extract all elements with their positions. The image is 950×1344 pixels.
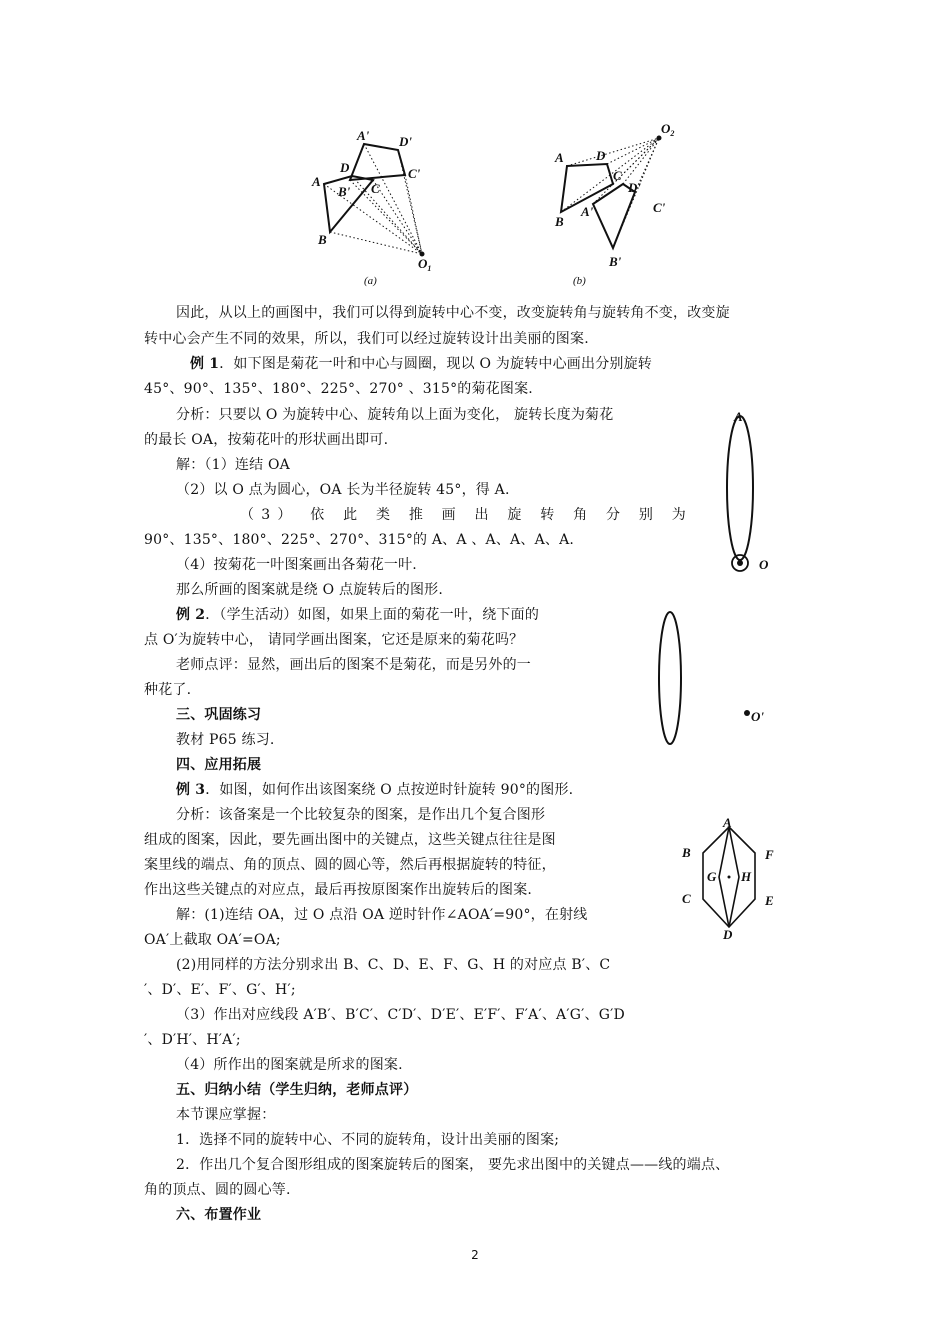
summary-intro: 本节课应掌握： <box>176 1107 276 1123</box>
summary-item-2-line-2: 角的顶点、圆的圆心等. <box>144 1182 291 1198</box>
chrysanthemum-leaf-figure <box>715 405 785 580</box>
solution-3-line-7: （4）所作出的图案就是所求的图案. <box>176 1057 403 1073</box>
solution-1-step-1: 解：（1）连结 OA <box>176 457 290 473</box>
fig-a-label-D-prime: D' <box>399 134 412 149</box>
hex-label-C: C <box>682 891 691 906</box>
hex-label-D: D <box>723 927 733 942</box>
example-2-label: 例 2 <box>176 607 206 623</box>
review-line-1: 老师点评：显然，画出后的图案不是菊花，而是另外的一 <box>176 657 531 673</box>
example-2-line-1: 例 2．（学生活动）如图，如果上面的菊花一叶，绕下面的 <box>176 607 540 623</box>
fig-a-label-A-prime: A' <box>357 128 370 143</box>
intro-line-1: 因此，从以上的画图中，我们可以得到旋转中心不变，改变旋转角与旋转角不变，改变旋 <box>176 305 730 321</box>
solution-3-line-5: （3）作出对应线段 A′B′、B′C′、C′D′、D′E′、E′F′、F′A′、A′G′、G′D <box>176 1007 625 1023</box>
fig-b-label-O2: $O_2$ <box>661 121 675 138</box>
fig-b-label-C-prime: C' <box>653 200 666 215</box>
summary-item-2-line-1: 2．作出几个复合图形组成的图案旋转后的图案， 要先求出图中的关键点——线的端点、 <box>176 1157 730 1173</box>
example-1-line-1: 例 1．如下图是菊花一叶和中心与圆圈，现以 O 为旋转中心画出分别旋转 <box>190 356 652 372</box>
example-1-label: 例 1 <box>190 356 220 372</box>
hex-label-H: H <box>741 869 752 884</box>
leaf-label-O: O <box>759 557 769 572</box>
solution-1-step-3b: 90°、135°、180°、225°、270°、315°的 A、A 、A、A、A、A. <box>144 532 575 548</box>
review-line-2: 种花了. <box>144 682 192 698</box>
fig-b-label-D-prime: D' <box>628 180 641 195</box>
fig-a-label-D: D <box>340 160 350 175</box>
fig-a-label-A: A <box>312 174 321 189</box>
intro-line-2: 转中心会产生不同的效果，所以，我们可以经过旋转设计出美丽的图案. <box>144 331 589 347</box>
hex-label-F: F <box>765 847 774 862</box>
example-2-line-2: 点 O′为旋转中心， 请同学画出图案，它还是原来的菊花吗？ <box>144 632 524 648</box>
hex-label-A: A <box>723 815 732 830</box>
section-3-heading: 三、巩固练习 <box>176 707 262 723</box>
rotation-figure-a <box>300 120 460 295</box>
section-6-heading: 六、布置作业 <box>176 1207 262 1223</box>
fig-a-caption: (a) <box>364 275 377 287</box>
analysis-3-line-1: 分析：该备案是一个比较复杂的图案，是作出几个复合图形 <box>176 807 546 823</box>
hex-label-B: B <box>682 845 691 860</box>
fig-b-label-A: A <box>555 150 564 165</box>
fig-a-label-O1: $O_1$ <box>418 256 432 273</box>
solution-1-step-3: （3） 依 此 类 推 画 出 旋 转 角 分 别 为 <box>240 507 686 523</box>
solution-3-line-4: ′、D′、E′、F′、G′、H′; <box>144 982 296 998</box>
example-3-label: 例 3 <box>176 782 206 798</box>
fig-b-caption: (b) <box>573 275 586 287</box>
fig-a-label-C-prime: C' <box>408 166 421 181</box>
fig-b-label-B-prime: B' <box>609 254 622 269</box>
hex-label-E: E <box>765 893 774 908</box>
leaf-label-A: A <box>734 409 743 424</box>
page-number: 2 <box>471 1248 479 1262</box>
fig-b-label-B: B <box>555 214 564 229</box>
leaf2-label-O-prime: O' <box>751 709 764 724</box>
fig-b-label-D: D <box>596 148 606 163</box>
solution-3-line-3: (2)用同样的方法分别求出 B、C、D、E、F、G、H 的对应点 B′、C <box>176 957 611 973</box>
section-4-heading: 四、应用拓展 <box>176 757 262 773</box>
analysis-1-line-2: 的最长 OA，按菊花叶的形状画出即可. <box>144 432 389 448</box>
section-3-body: 教材 P65 练习. <box>176 732 275 748</box>
section-5-heading: 五、归纳小结（学生归纳，老师点评） <box>176 1082 418 1098</box>
solution-1-step-4: （4）按菊花一叶图案画出各菊花一叶. <box>176 557 417 573</box>
fig-b-label-A-prime: A' <box>581 204 594 219</box>
hexagon-figure <box>675 815 790 945</box>
analysis-1-line-1: 分析：只要以 O 为旋转中心、旋转角以上面为变化， 旋转长度为菊花 <box>176 407 614 423</box>
fig-a-label-C: C <box>371 181 380 196</box>
analysis-3-line-2: 组成的图案，因此，要先画出图中的关键点，这些关键点往往是图 <box>144 832 556 848</box>
solution-3-line-1: 解：(1)连结 OA，过 O 点沿 OA 逆时针作∠AOA′=90°，在射线 <box>176 907 588 923</box>
analysis-3-line-4: 作出这些关键点的对应点，最后再按原图案作出旋转后的图案. <box>144 882 533 898</box>
summary-item-1: 1．选择不同的旋转中心、不同的旋转角，设计出美丽的图案; <box>176 1132 560 1148</box>
fig-b-label-C: C <box>613 168 622 183</box>
hex-label-G: G <box>707 869 717 884</box>
example-3-line-1: 例 3．如图，如何作出该图案绕 O 点按逆时针旋转 90°的图形. <box>176 782 574 798</box>
solution-1-conclusion: 那么所画的图案就是绕 O 点旋转后的图形. <box>176 582 444 598</box>
solution-3-line-2: OA′上截取 OA′=OA; <box>144 932 281 948</box>
fig-a-label-B-prime: B' <box>338 184 351 199</box>
solution-3-line-6: ′、D′H′、H′A′; <box>144 1032 241 1048</box>
leaf-with-o-prime-figure <box>650 610 780 750</box>
fig-a-label-B: B <box>318 232 327 247</box>
example-1-line-2: 45°、90°、135°、180°、225°、270° 、315°的菊花图案. <box>144 381 533 397</box>
analysis-3-line-3: 案里线的端点、角的顶点、圆的圆心等，然后再根据旋转的特征， <box>144 857 556 873</box>
rotation-figure-b <box>545 120 705 295</box>
solution-1-step-2: （2）以 O 点为圆心，OA 长为半径旋转 45°，得 A. <box>176 482 510 498</box>
